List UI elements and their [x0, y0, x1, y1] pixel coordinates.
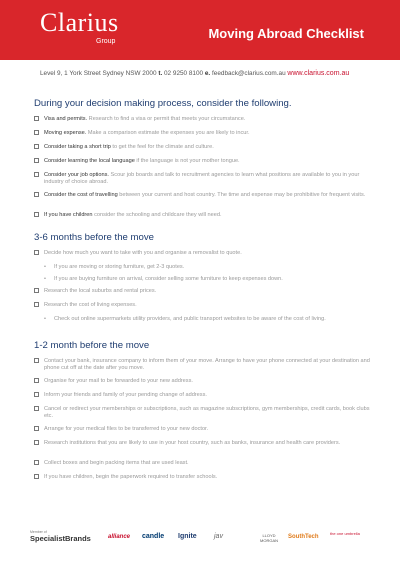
item-text: If you are buying furniture on arrival, consider selling some furniture to keep expenses down.	[54, 276, 283, 282]
logo-name: Clarius	[40, 8, 119, 37]
checkbox[interactable]	[34, 116, 39, 121]
item-text: Check out online supermarkets utility providers, and public transport websites to be aware of the cost of living.	[54, 316, 326, 322]
phone-label: t.	[158, 70, 163, 77]
item-text: Research institutions that you are likely to use in your host country, such as banks, insurance and health care providers.	[44, 440, 341, 446]
jav-logo: jav	[214, 533, 223, 540]
contact-website: www.clarius.com.au	[287, 70, 350, 77]
checklist-item	[34, 144, 370, 151]
contact-line	[40, 70, 349, 77]
checklist-item	[34, 302, 370, 309]
item-text: Decide how much you want to take with you and organise a removalist to quote.	[44, 250, 242, 256]
item-text: If you are moving or storing furniture, get 2-3 quotes.	[54, 264, 185, 270]
logo-group: Group	[96, 38, 116, 45]
checkbox[interactable]	[34, 474, 39, 479]
checklist-item	[34, 158, 370, 165]
specialist-brands-logo	[30, 530, 91, 543]
item-text: Research to find a visa or permit that meets your circumstance.	[87, 116, 246, 122]
item-text: Arrange for your medical files to be transferred to your new doctor.	[44, 426, 209, 432]
email-label: e.	[204, 70, 211, 77]
header-banner	[0, 0, 400, 60]
southtech-logo: SouthTech	[288, 534, 319, 540]
bullet-icon: •	[44, 276, 46, 282]
checklist-subitem	[44, 276, 370, 283]
item-lead: Consider learning the local language	[44, 158, 135, 164]
contact-phone: 02 9250 8100	[164, 70, 204, 77]
item-text: consider the schooling and childcare they will need.	[92, 212, 222, 218]
candle-logo: candle	[142, 533, 165, 540]
contact-email: feedback@clarius.com.au	[212, 70, 286, 77]
contact-address: Level 9, 1 York Street Sydney NSW 2000	[40, 70, 157, 77]
item-text: Collect boxes and begin packing items that are used least.	[44, 460, 189, 466]
item-text: Research the local suburbs and rental prices.	[44, 288, 157, 294]
checklist-item	[34, 130, 370, 137]
item-text: Cancel or redirect your memberships or subscriptions, such as magazine subscriptions, gym memberships, credit cards, book clubs etc.	[44, 406, 370, 420]
item-lead: Consider your job options.	[44, 172, 109, 178]
bullet-icon: •	[44, 264, 46, 270]
checkbox[interactable]	[34, 144, 39, 149]
item-text: Scour job boards and talk to recruitment agencies to learn what positions are available to you in your industry of choice abroad.	[44, 172, 360, 186]
clarius-logo	[40, 8, 119, 45]
checkbox[interactable]	[34, 172, 39, 177]
checklist-item	[34, 440, 370, 447]
section-heading-decision: During your decision making process, consider the following.	[34, 98, 292, 109]
section-heading-1-2-months: 1-2 month before the move	[34, 340, 150, 351]
checklist-item	[34, 358, 370, 372]
checkbox[interactable]	[34, 302, 39, 307]
checkbox[interactable]	[34, 212, 39, 217]
ignite-logo: Ignite	[178, 533, 197, 540]
footer-brands	[30, 528, 370, 548]
checklist-subitem	[44, 264, 370, 271]
checklist-item	[34, 426, 370, 433]
brand-small-text: Member of	[30, 530, 47, 534]
item-text: Contact your bank, insurance company to inform them of your move. Arrange to have your phone connected at your destination and phone cut off at the date after you move.	[44, 358, 370, 372]
item-lead: Visa and permits.	[44, 116, 88, 122]
checkbox[interactable]	[34, 158, 39, 163]
checklist-item	[34, 378, 370, 385]
checkbox[interactable]	[34, 250, 39, 255]
item-lead: Moving expense.	[44, 130, 87, 136]
checkbox[interactable]	[34, 440, 39, 445]
item-text: Organise for your mail to be forwarded to your new address.	[44, 378, 193, 384]
checklist-item	[34, 172, 370, 186]
checklist-item	[34, 250, 370, 257]
item-lead: If you have children	[44, 212, 93, 218]
checklist-item	[34, 116, 370, 123]
checklist-item	[34, 392, 370, 399]
checklist-item	[34, 212, 370, 219]
checkbox[interactable]	[34, 406, 39, 411]
checklist-item	[34, 460, 370, 467]
checkbox[interactable]	[34, 192, 39, 197]
checkbox[interactable]	[34, 426, 39, 431]
item-text: if the language is not your mother tongue.	[134, 158, 240, 164]
checklist-item	[34, 192, 370, 199]
checkbox[interactable]	[34, 288, 39, 293]
item-text: Make a comparison estimate the expenses you are likely to incur.	[86, 130, 250, 136]
checkbox[interactable]	[34, 460, 39, 465]
checkbox[interactable]	[34, 358, 39, 363]
section-heading-3-6-months: 3-6 months before the move	[34, 232, 154, 243]
brand-name: SpecialistBrands	[30, 534, 91, 543]
item-lead: Consider the cost of travelling	[44, 192, 118, 198]
item-text: If you have children, begin the paperwork required to transfer schools.	[44, 474, 218, 480]
item-text: Research the cost of living expenses.	[44, 302, 137, 308]
bullet-icon: •	[44, 316, 46, 322]
checkbox[interactable]	[34, 130, 39, 135]
page-title: Moving Abroad Checklist	[208, 26, 364, 41]
alliance-logo: alliance	[108, 534, 131, 540]
item-text: between your current and host country. The time and expense may be prohibitive for frequent visits.	[117, 192, 366, 198]
checklist-item	[34, 474, 370, 481]
item-text: to get the feel for the climate and culture.	[110, 144, 214, 150]
checkbox[interactable]	[34, 378, 39, 383]
checklist-item	[34, 288, 370, 295]
lloyd-morgan-logo: LLOYD MORGAN	[260, 533, 278, 543]
item-text: Inform your friends and family of your pending change of address.	[44, 392, 207, 398]
checklist-subitem	[44, 316, 370, 323]
checkbox[interactable]	[34, 392, 39, 397]
checklist-item	[34, 406, 370, 420]
one-umbrella-logo: the one umbrella	[330, 531, 360, 536]
item-lead: Consider taking a short trip	[44, 144, 111, 150]
